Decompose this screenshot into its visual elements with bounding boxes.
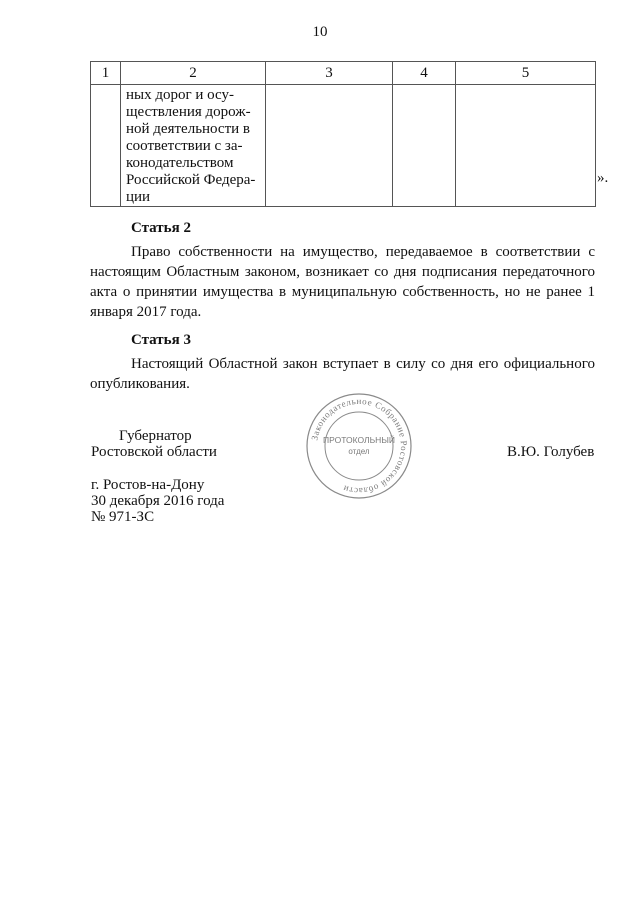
table-cell-col5 (456, 85, 596, 207)
table-header-row (91, 62, 596, 85)
official-seal-stamp (305, 392, 413, 500)
table-row (91, 85, 596, 207)
table-header-cell: 5 (456, 62, 596, 85)
cell-line: Российской Федера- (126, 172, 256, 188)
svg-text:Законодательное Собрание Росто: Законодательное Собрание Ростовской области (309, 395, 410, 497)
continuation-table (90, 61, 596, 207)
article-2-text: Право собственности на имущество, передаваемое в соответствии с настоящим Областным законом, возникает со дня подписания передаточного акта о принятии имущества в муниципальную собственность, но не ранее 1 января 2017 года. (90, 244, 595, 320)
table-cell-col1 (91, 85, 121, 207)
governor-title: Губернатор (119, 428, 192, 444)
article-2-heading: Статья 2 (131, 220, 191, 236)
table-cell-col3 (266, 85, 393, 207)
law-number: № 971-ЗС (91, 509, 155, 525)
article-3-heading: Статья 3 (131, 332, 191, 348)
governor-name: В.Ю. Голубев (507, 444, 595, 460)
signing-place: г. Ростов-на-Дону (91, 477, 205, 493)
table-header-cell: 1 (91, 62, 121, 85)
page-number: 10 (312, 24, 328, 40)
table-cell-col4 (393, 85, 456, 207)
governor-region: Ростовской области (91, 444, 217, 460)
cell-line: ных дорог и осу- (126, 87, 234, 103)
table-header-cell: 3 (266, 62, 393, 85)
table-header-cell: 2 (121, 62, 266, 85)
cell-line: конодательством (126, 155, 234, 171)
table-cell-col2 (121, 85, 266, 207)
svg-text:ПРОТОКОЛЬНЫЙ: ПРОТОКОЛЬНЫЙ (323, 435, 395, 445)
svg-text:отдел: отдел (348, 447, 370, 456)
signing-date: 30 декабря 2016 года (91, 493, 225, 509)
article-3-text: Настоящий Областной закон вступает в силу со дня его официального опубликования. (90, 356, 595, 392)
cell-line: ной деятельности в (126, 121, 251, 137)
table-header-cell: 4 (393, 62, 456, 85)
cell-line: соответствии с за- (126, 138, 243, 154)
closing-quote: ». (597, 170, 609, 186)
cell-line: ществления дорож- (126, 104, 251, 120)
cell-line: ции (126, 189, 151, 205)
